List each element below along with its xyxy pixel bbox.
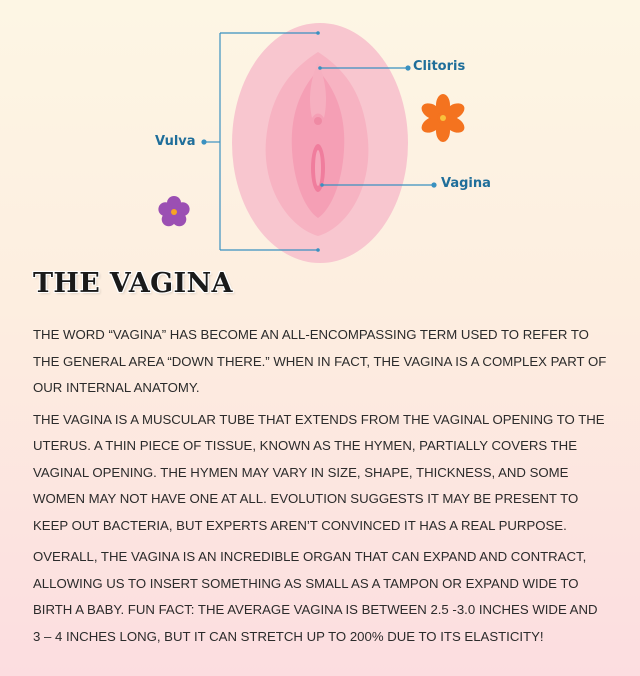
vagina-label: Vagina [441,176,491,191]
vagina-pointer-dot [431,182,436,187]
paragraph-anatomy: THE VAGINA IS A MUSCULAR TUBE THAT EXTENDS FROM THE VAGINAL OPENING TO THE UTERUS. A THIN PIECE OF TISSUE, KNOWN AS THE HYMEN, PARTIALLY COVERS THE VAGINAL OPENING. THE HYMEN MAY VARY IN SIZE, SHAPE, THICKNESS, AND SOME WOMEN MAY NOT HAVE ONE AT ALL. EVOLUTION SUGGESTS IT MAY BE PRESENT TO KEEP OUT BACTERIA, BUT EXPERTS AREN’T CONVINCED IT HAS A REAL PURPOSE. [33,411,605,533]
vulva-top-dot [316,31,320,35]
vulva-bottom-dot [316,248,320,252]
vaginal-opening-inner [315,150,321,186]
page-title: THE VAGINA [33,268,233,299]
vagina-anchor-dot [320,183,324,187]
clitoris-pointer-dot [405,65,410,70]
vulva-pointer-dot [201,139,206,144]
purple-flower-icon [158,196,189,226]
clitoris-anchor-dot [318,66,322,70]
anatomy-illustration [0,0,640,270]
paragraph-overall: OVERALL, THE VAGINA IS AN INCREDIBLE ORGAN THAT CAN EXPAND AND CONTRACT, ALLOWING US TO INSERT SOMETHING AS SMALL AS A TAMPON OR EXPAND WIDE TO BIRTH A BABY. FUN FACT: THE AVERAGE VAGINA IS BETWEEN 2.5 -3.0 INCHES WIDE AND 3 – 4 INCHES LONG, BUT IT CAN STRETCH UP TO 200% DUE TO ITS ELASTICITY! [33,549,598,644]
clitoris-shape [314,117,322,125]
paragraph-intro: THE WORD “VAGINA” HAS BECOME AN ALL-ENCOMPASSING TERM USED TO REFER TO THE GENERAL AREA “DOWN THERE.” WHEN IN FACT, THE VAGINA IS A COMPLEX PART OF OUR INTERNAL ANATOMY. [33,327,607,395]
clitoris-label: Clitoris [413,59,466,74]
vulva-label: Vulva [155,134,196,149]
article-body [33,322,608,655]
orange-flower-icon [419,94,468,142]
anatomy-diagram [0,0,640,270]
